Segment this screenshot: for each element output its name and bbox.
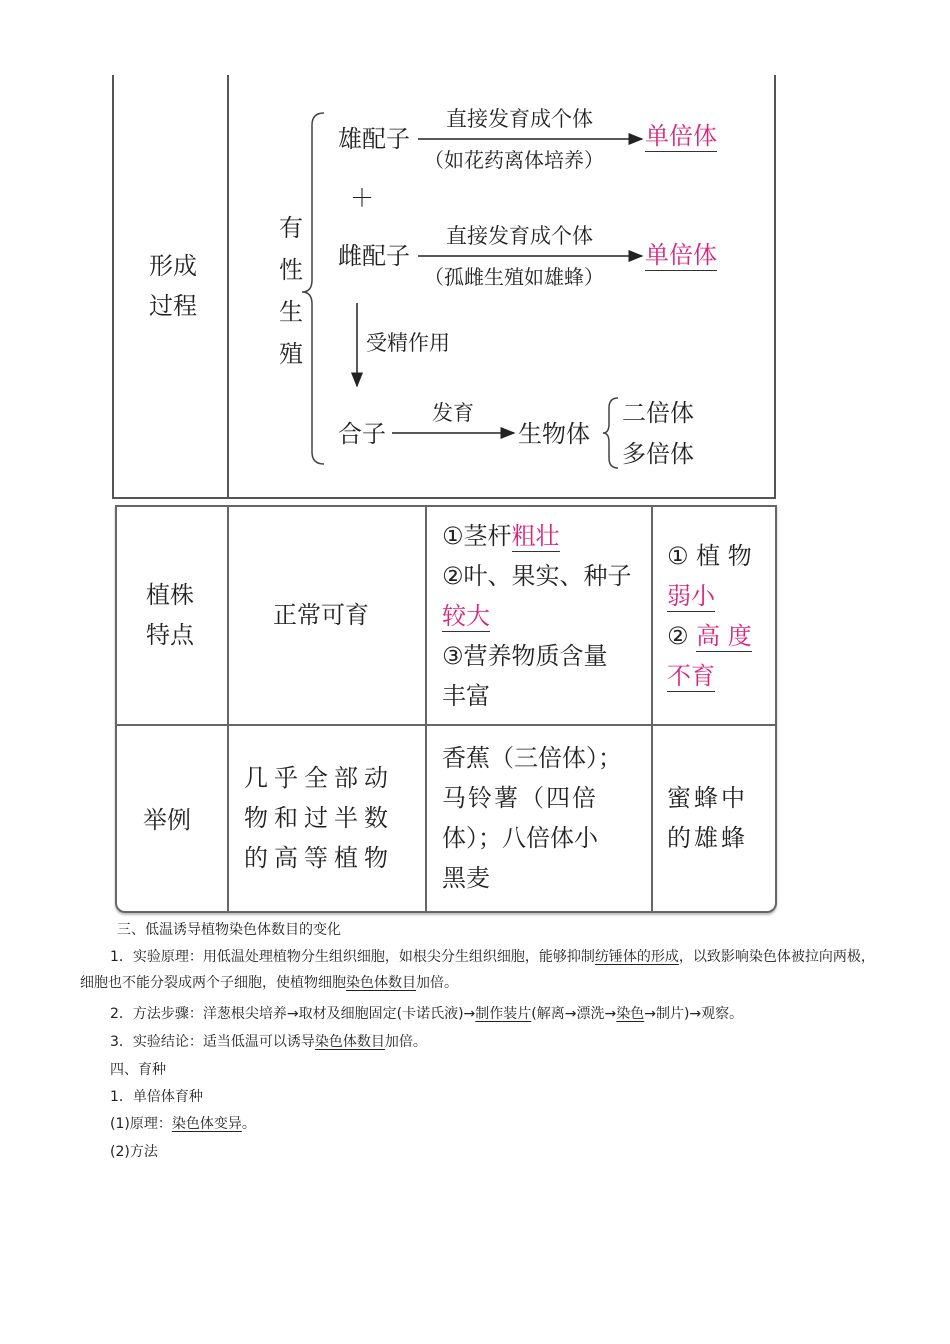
traits-label-line1: 植株 [146,581,194,609]
trait-weak: ① 植 物 [667,542,752,570]
examples-polyploid [442,738,622,898]
trait-stem-pre: ①茎杆 [442,522,512,550]
large-brace [302,113,324,464]
repro-char-4: 殖 [279,340,303,368]
formation-label-line2: 过程 [149,292,197,320]
principle-text-c: 染色体被拉向两极，细胞也不能分裂成两个子细胞，使植物细胞 [80,949,875,991]
trait-organs: ②叶、果实、种子 [442,562,632,590]
trait-sterile-hl: 高 度 [696,622,752,650]
principle-underline-2: 染色体数目 [346,975,416,991]
ex-poly-3: 体）；八倍体小 [442,824,598,852]
trait-nutrition-rich: 丰富 [442,682,490,710]
examples-diploid [244,758,394,878]
trait-weak-hl: 弱小 [667,582,715,610]
conclusion-text-b: 加倍。 [384,1034,427,1050]
trait-organs-size-hl: 较大 [442,602,490,630]
trait-nutrition: ③营养物质含量 [442,642,608,670]
ex-diploid-2: 物和过半数 [244,804,394,832]
examples-label: 举例 [143,806,191,834]
method-text-c: →制片)→观察。 [644,1006,744,1022]
section-3-heading: 三、低温诱导植物染色体数目的变化 [117,922,341,938]
ex-haploid-1: 蜜蜂中 [667,784,748,812]
method-line: (2)方法 [110,1144,158,1160]
formation-diagram [0,0,950,520]
section-4-heading: 四、育种 [110,1062,166,1078]
male-haploid [645,118,717,154]
principle-line-underline: 染色体变异 [171,1116,242,1132]
principle-text-a: 1．实验原理：用低温处理植物分生组织细胞，如根尖分生组织细胞，能够抑制 [110,949,595,965]
female-haploid-text: 单倍体 [645,241,717,269]
male-note: （如花药离体培养） [424,148,604,172]
normal-fertile: 正常可育 [273,601,369,629]
haploid-traits [667,536,752,696]
repro-char-2: 性 [279,256,303,284]
organism: 生物体 [518,420,590,448]
row-divider [117,724,775,726]
trait-weak-hl-line [667,576,752,616]
ex-haploid-2: 的雄蜂 [667,824,748,852]
principle-line-a: (1)原理： [110,1116,172,1132]
ex-diploid-3: 的高等植物 [244,844,394,872]
male-haploid-text: 单倍体 [645,122,717,150]
repro-char-1: 有 [279,214,303,242]
method-underline-1: 制作装片 [475,1006,532,1022]
traits-label [140,575,200,655]
examples-haploid [667,778,748,858]
col-divider-3 [651,507,653,911]
trait-stem-hl: 粗壮 [511,522,560,550]
repro-char-3: 生 [279,298,303,326]
principle-line [110,1111,910,1137]
male-arrow-label: 直接发育成个体 [446,107,593,131]
trait-sterile [667,616,752,656]
plus-sign: ＋ [350,184,374,212]
method-paragraph [110,1001,900,1027]
col-divider-1 [227,507,229,911]
method-underline-2: 染色 [616,1006,645,1022]
trait-sterile-line2 [667,656,752,696]
ex-poly-1: 香蕉（三倍体）； [442,744,622,772]
ex-poly-4: 黑麦 [442,864,490,892]
female-haploid [645,237,717,273]
ex-diploid-1: 几乎全部动 [244,764,394,792]
col-divider-2 [425,507,427,911]
female-note: （孤雌生殖如雄蜂） [424,265,604,289]
conclusion-paragraph [110,1029,910,1055]
traits-label-line2: 特点 [146,621,194,649]
principle-underline-1: 纺锤体的形成 [594,949,679,965]
conclusion-underline: 染色体数目 [314,1034,385,1050]
diploid: 二倍体 [622,399,694,427]
female-arrow-label: 直接发育成个体 [446,224,593,248]
polyploid: 多倍体 [622,440,694,468]
ex-poly-2: 马铃薯（四倍 [442,784,598,812]
conclusion-text-a: 3．实验结论：适当低温可以诱导 [110,1034,315,1050]
polyploid-traits [442,516,632,716]
small-brace [603,398,618,468]
female-gamete: 雌配子 [338,242,410,270]
develop-label: 发育 [432,401,474,425]
trait-sterile-pre: ② [667,622,689,650]
fertilization-label: 受精作用 [366,331,450,355]
principle-line-b: 。 [241,1116,256,1132]
haploid-breeding-heading: 1．单倍体育种 [110,1089,203,1105]
trait-sterile-hl2: 不育 [667,662,715,690]
principle-text-b: ，以致影响 [678,949,749,965]
principle-paragraph [80,944,880,996]
trait-organs-size [442,596,632,636]
formation-label-line1: 形成 [149,252,197,280]
zygote: 合子 [338,420,386,448]
method-text-a: 2．方法步骤：洋葱根尖培养→取材及细胞固定(卡诺氏液)→ [110,1006,476,1022]
trait-stem [442,516,632,556]
male-gamete: 雄配子 [338,125,410,153]
method-text-b: (解离→漂洗→ [531,1006,617,1022]
principle-text-d: 加倍。 [416,975,458,991]
